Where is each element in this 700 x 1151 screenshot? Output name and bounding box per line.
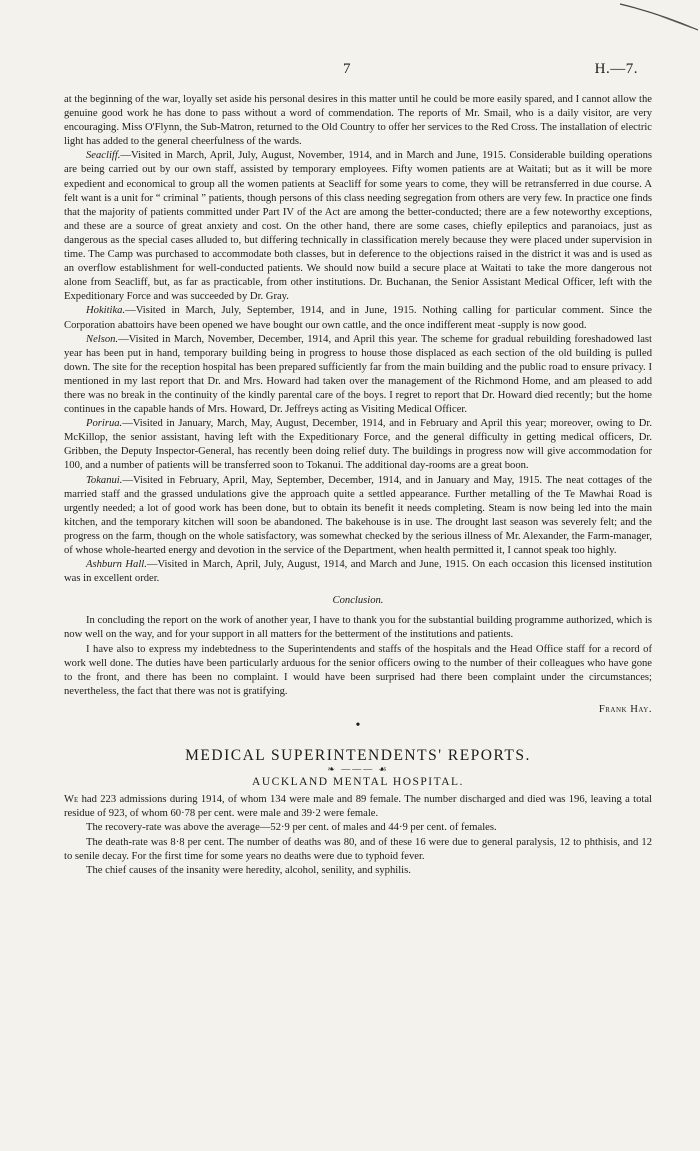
conclusion-heading: Conclusion. (332, 595, 384, 607)
nelson-text: —Visited in March, November, December, 1914, and April this year. The scheme for gradual rebuilding foreshadowed last year has been put in hand, temporary building being in progress to house those displaced as each section of the old building is pulled down. The site for the reception hospital has been prepared sufficiently far from the main building and the public road to ensure privacy. I mentioned in my last report that Dr. and Mrs. Howard had taken over the management of the Richmond Home, and am pleased to add there was no break in the continuity of the kindly parental care of the boys. I regret to report that Dr. Howard died recently; but the home continues in the capable hands of Mrs. Howard, Dr. Jeffreys acting as Visiting Medical Officer. (64, 333, 652, 416)
conclusion-paragraph-1: In concluding the report on the work of another year, I have to thank you for the substantial building programme authorized, which is now well on the way, and for your support in all matters for the betterment of the institutions and patients. (64, 615, 652, 641)
porirua-label: Porirua. (86, 418, 123, 430)
signature: Frank Hay. (598, 703, 652, 715)
paragraph-seacliff (64, 149, 652, 304)
report-paragraph-4: The chief causes of the insanity were heredity, alcohol, senility, and syphilis. (86, 864, 411, 876)
report-paragraph-3: The death-rate was 8·8 per cent. The number of deaths was 80, and of these 16 were due to general paralysis, 12 to phthisis, and 12 to senile decay. For the first time for some years no deaths were due to typhoid fever. (64, 836, 652, 862)
ornament-rule: ❧ ——— ☙ (327, 764, 389, 775)
paragraph-nelson (64, 333, 652, 418)
report-paragraph-1 (64, 793, 652, 821)
hospital-subtitle: AUCKLAND MENTAL HOSPITAL. (252, 776, 464, 789)
ashburn-hall-text: —Visited in March, April, July, August, 1914, and March and June, 1915. On each occasion this licensed institution was in excellent order. (64, 559, 652, 585)
body-text (64, 93, 652, 878)
tokanui-label: Tokanui. (86, 474, 123, 486)
paragraph-porirua (64, 417, 652, 473)
paragraph-continuation: at the beginning of the war, loyally set aside his personal desires in this matter until he could be more easily spared, and I cannot allow the genuine good work he has done to pass without a word of commendation. The reports of Mr. Smail, who is a daily visitor, are very encouraging. Miss O'Flynn, the Sub-Matron, returned to the Old Country to offer her services to the Red Cross. The installation of electric light has added to the general cheerfulness of the wards. (64, 94, 652, 148)
tokanui-text: —Visited in February, April, May, September, December, 1914, and in January and May, 1915. The neat cottages of the married staff and the grassed undulations give the approach quite a settled appearance. Further metalling of the Te Mawhai Road is urgently needed; a lot of good work has been done, but to obtain its benefit it needs completing. Steam is now being led into the main kitchen, and the temporary kitchen will soon be abandoned. The bakehouse is in use. The drought last season was severely felt; and the progress on the farm, though on the whole satisfactory, was somewhat checked by the serious illness of Mr. Alexander, the Farm-manager, of whose whole-hearted energy and devotion in the service of the Department, when health permitted it, I cannot speak too highly. (64, 474, 652, 556)
ashburn-hall-label: Ashburn Hall. (86, 559, 147, 571)
hokitika-label: Hokitika. (86, 305, 126, 317)
hokitika-text: —Visited in March, July, September, 1914, and in June, 1915. Nothing calling for particular comment. Since the Corporation abattoirs have been opened we have bought our own cattle, and the once indifferent meat -supply is now good. (64, 305, 652, 331)
paragraph-hokitika (64, 304, 652, 332)
document-reference: H.—7. (594, 61, 638, 77)
conclusion-paragraph-2: I have also to express my indebtedness to the Superintendents and staffs of the hospitals and the Head Office staff for a record of work well done. The duties have been particularly arduous for the senior officers owing to the number of their colleagues who have gone to the front, and there has been no complaint. I would have been surprised had there been complaint under the circumstances; nevertheless, the fact that there was not is gratifying. (64, 643, 652, 697)
section-divider-dot: • (355, 718, 361, 734)
section-title: MEDICAL SUPERINTENDENTS' REPORTS. (185, 747, 531, 765)
pen-stroke-mark (600, 0, 700, 50)
nelson-label: Nelson. (86, 333, 119, 345)
report-paragraph-2: The recovery-rate was above the average—52·9 per cent. of males and 44·9 per cent. of females. (86, 822, 497, 834)
paragraph-tokanui (64, 474, 652, 559)
page-number: 7 (343, 61, 351, 77)
seacliff-text: —Visited in March, April, July, August, November, 1914, and in March and June, 1915. Considerable building operations are being carried out by our own staff, assisted by temporary employees. Fifty women patients are at Waitati; but as it will be more expedient and economical to group all the women patients at Seacliff for some years to come, they will be retransferred in due course. A felt want is a unit for “ criminal ” patients, though persons of this class needing segregation from others are very few. In practice one finds that the majority of patients committed under Part IV of the Act are among the better-conducted; there are a few noteworthy exceptions, and these are a source of great anxiety and cost. On the other hand, there are some cases, chiefly epileptics and paranoiacs, just as dangerous as the special cases alluded to, but differing technically in classification merely because they were placed under supervision in time. The Camp was purchased to accommodate both classes, but in deference to the objections raised in the district it was and is used as an overflow establishment for well-conducted patients. We should now build a secure place at Waitati to take the more dangerous not alone from Seacliff, but, as far as practicable, from other institutions. Dr. Buchanan, the Senior Assistant Medical Officer, left with the Expeditionary Force and was succeeded by Dr. Gray. (64, 150, 652, 303)
report-paragraph-1-text: had 223 admissions during 1914, of whom 134 were male and 89 female. The number discharged and died was 196, leaving a total residue of 923, of whom 60·78 per cent. were male and 39·2 were female. (64, 794, 652, 820)
report-lead-word: We (64, 794, 79, 806)
porirua-text: —Visited in January, March, May, August, December, 1914, and in February and April this year; moreover, owing to Dr. McKillop, the senior assistant, having left with the Expeditionary Force, and the general difficulty in getting medical officers, Dr. Gribben, the Deputy Inspector-General, has recently been doing relief duty. The buildings in progress now will give accommodation for 100, and a number of patients will be transferred soon to Tokanui. The additional day-rooms are a great boon. (64, 418, 652, 472)
paragraph-ashburn-hall (64, 558, 652, 586)
seacliff-label: Seacliff. (86, 150, 121, 162)
